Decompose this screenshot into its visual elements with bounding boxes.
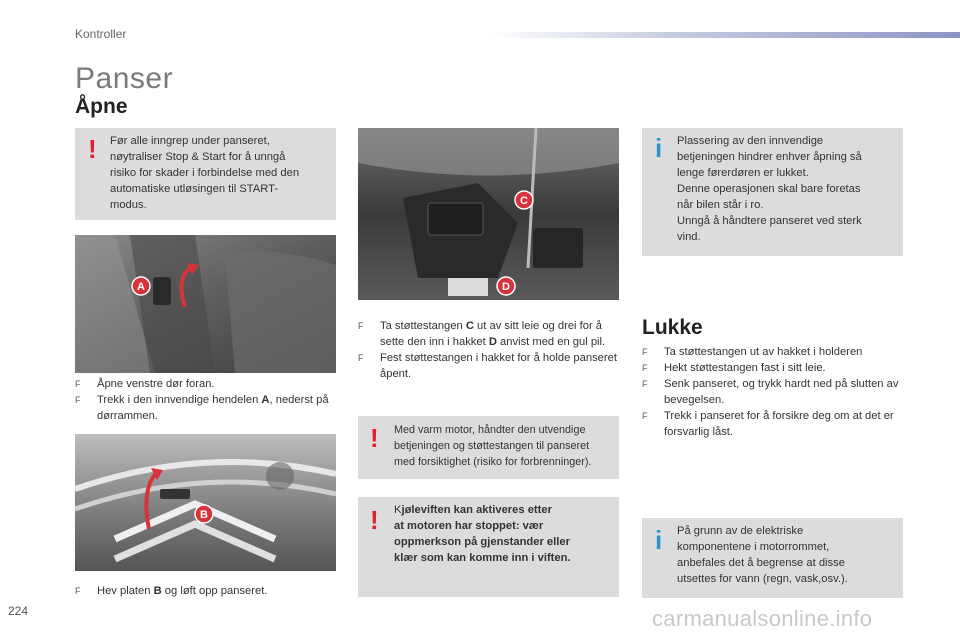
illustration-release-handle <box>75 235 336 373</box>
list-item: F Åpne venstre dør foran. <box>75 378 215 390</box>
watermark: carmanualsonline.info <box>652 606 873 631</box>
steps-open-door <box>75 376 338 424</box>
steps-support-rod <box>358 318 622 382</box>
page-number: 224 <box>8 604 29 618</box>
warning-box-stop-start <box>75 128 336 220</box>
warning-icon: ! <box>370 423 379 453</box>
list-item: F Trekk i panseret for å forsikre deg om at det er forsvarlig låst. <box>642 410 894 438</box>
label-a: A <box>137 281 145 293</box>
label-b: B <box>200 509 208 521</box>
header-bar <box>488 32 960 38</box>
warning-icon: ! <box>88 134 97 164</box>
section-label: Kontroller <box>75 27 127 41</box>
warning-box-cooling-fan <box>358 497 619 597</box>
page-title: Panser <box>75 62 174 95</box>
list-item: F Ta støttestangen ut av hakket i holderen <box>642 346 863 358</box>
heading-close: Lukke <box>642 316 703 339</box>
illustration-engine-bay <box>358 128 619 300</box>
list-item: F Trekk i den innvendige hendelen A, nederst på dørrammen. <box>75 394 329 422</box>
label-d: D <box>502 281 510 293</box>
label-c: C <box>520 195 528 207</box>
info-icon: i <box>655 525 663 555</box>
warning-box-hot-engine <box>358 416 619 479</box>
info-box-water <box>642 518 903 598</box>
warning-text: Kjøleviften kan aktiveres etter at motoren har stoppet: vær oppmerkson på gjenstander eller klær som kan komme inn i viften. <box>394 504 571 564</box>
info-text: Plassering av den innvendige betjeningen hindrer enhver åpning så lenge førerdøren er lukket. Denne operasjonen skal bare foretas når bilen står i ro. Unngå å håndtere panseret ved sterk vind. <box>677 135 862 243</box>
info-box-interior-release <box>642 128 903 256</box>
heading-open: Åpne <box>75 95 128 118</box>
info-icon: i <box>655 133 663 163</box>
illustration-grille-plate <box>75 434 336 571</box>
list-item: F Hev platen B og løft opp panseret. <box>75 585 268 597</box>
warning-text: Før alle inngrep under panseret, nøytraliser Stop & Start for å unngå risiko for skader i forbindelse med den automatiske utløsingen til START- modus. <box>110 135 300 211</box>
list-item: F Fest støttestangen i hakket for å holde panseret åpent. <box>358 352 617 380</box>
info-text: På grunn av de elektriske komponentene i motorrommet, anbefales det å begrense at disse utsettes for vann (regn, vask,osv.). <box>677 525 848 585</box>
steps-close <box>642 344 906 440</box>
steps-raise-plate <box>75 583 338 599</box>
list-item: F Ta støttestangen C ut av sitt leie og drei for å sette den inn i hakket D anvist med en gul pil. <box>358 320 606 348</box>
list-item: F Senk panseret, og trykk hardt ned på slutten av bevegelsen. <box>642 378 899 406</box>
warning-text: Med varm motor, håndter den utvendige betjeningen og støttestangen til panseret med forsiktighet (risiko for forbrenninger). <box>394 424 592 468</box>
list-item: F Hekt støttestangen fast i sitt leie. <box>642 362 826 374</box>
warning-icon: ! <box>370 505 379 535</box>
